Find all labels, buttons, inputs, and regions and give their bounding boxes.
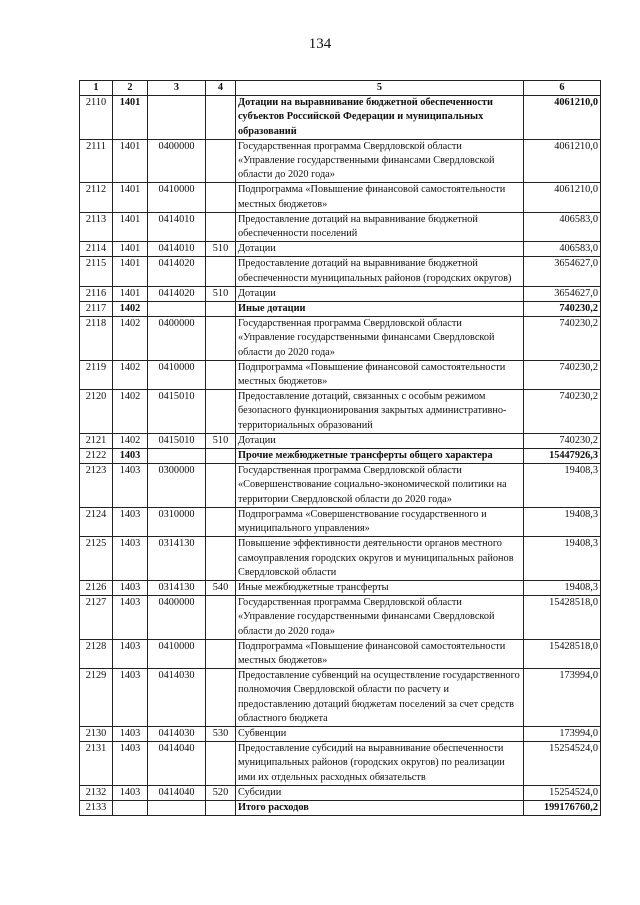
expense-type-cell bbox=[206, 464, 236, 508]
target-article-cell bbox=[148, 800, 206, 815]
table-row bbox=[80, 726, 601, 741]
row-number-cell: 2129 bbox=[80, 669, 113, 727]
section-code-cell: 1401 bbox=[113, 286, 148, 301]
target-article-cell bbox=[148, 302, 206, 317]
description-cell: Субвенции bbox=[236, 726, 524, 741]
row-number-cell: 2131 bbox=[80, 742, 113, 786]
target-article-cell: 0414020 bbox=[148, 286, 206, 301]
table-row bbox=[80, 507, 601, 536]
target-article-cell: 0410000 bbox=[148, 183, 206, 212]
table-row bbox=[80, 464, 601, 508]
description-cell: Повышение эффективности деятельности органов местного самоуправления городских округов и муниципальных районов Свердловской области bbox=[236, 537, 524, 581]
target-article-cell: 0414020 bbox=[148, 257, 206, 286]
target-article-cell: 0314130 bbox=[148, 580, 206, 595]
table-row bbox=[80, 580, 601, 595]
table-row bbox=[80, 302, 601, 317]
section-code-cell: 1401 bbox=[113, 242, 148, 257]
section-code-cell: 1401 bbox=[113, 139, 148, 183]
description-cell: Предоставление субвенций на осуществление государственного полномочия Свердловской области по расчету и предоставлению дотаций бюджетам поселений за счет средств областного бюджета bbox=[236, 669, 524, 727]
table-header-row bbox=[80, 81, 601, 96]
table-row bbox=[80, 317, 601, 361]
expense-type-cell bbox=[206, 139, 236, 183]
column-header: 6 bbox=[524, 81, 601, 96]
description-cell: Дотации bbox=[236, 433, 524, 448]
amount-cell: 3654627,0 bbox=[524, 286, 601, 301]
section-code-cell: 1403 bbox=[113, 726, 148, 741]
description-cell: Предоставление субсидий на выравнивание обеспеченности муниципальных районов (городских округов) по реализации ими их отдельных расходных обязательств bbox=[236, 742, 524, 786]
description-cell: Государственная программа Свердловской области «Управление государственными финансами Свердловской области до 2020 года» bbox=[236, 596, 524, 640]
description-cell: Подпрограмма «Повышение финансовой самостоятельности местных бюджетов» bbox=[236, 639, 524, 668]
expense-type-cell: 510 bbox=[206, 433, 236, 448]
section-code-cell: 1402 bbox=[113, 390, 148, 434]
row-number-cell: 2111 bbox=[80, 139, 113, 183]
expense-type-cell: 520 bbox=[206, 785, 236, 800]
expense-type-cell bbox=[206, 183, 236, 212]
section-code-cell: 1403 bbox=[113, 785, 148, 800]
amount-cell: 199176760,2 bbox=[524, 800, 601, 815]
row-number-cell: 2128 bbox=[80, 639, 113, 668]
target-article-cell: 0300000 bbox=[148, 464, 206, 508]
row-number-cell: 2125 bbox=[80, 537, 113, 581]
table-row bbox=[80, 742, 601, 786]
amount-cell: 406583,0 bbox=[524, 212, 601, 241]
column-header: 3 bbox=[148, 81, 206, 96]
row-number-cell: 2116 bbox=[80, 286, 113, 301]
expense-type-cell bbox=[206, 449, 236, 464]
row-number-cell: 2126 bbox=[80, 580, 113, 595]
expense-type-cell bbox=[206, 800, 236, 815]
table-row bbox=[80, 449, 601, 464]
amount-cell: 740230,2 bbox=[524, 390, 601, 434]
row-number-cell: 2112 bbox=[80, 183, 113, 212]
description-cell: Подпрограмма «Совершенствование государственного и муниципального управления» bbox=[236, 507, 524, 536]
amount-cell: 3654627,0 bbox=[524, 257, 601, 286]
target-article-cell: 0414010 bbox=[148, 212, 206, 241]
target-article-cell: 0415010 bbox=[148, 433, 206, 448]
amount-cell: 740230,2 bbox=[524, 317, 601, 361]
target-article-cell: 0400000 bbox=[148, 139, 206, 183]
description-cell: Субсидии bbox=[236, 785, 524, 800]
amount-cell: 406583,0 bbox=[524, 242, 601, 257]
expense-type-cell bbox=[206, 212, 236, 241]
description-cell: Государственная программа Свердловской области «Управление государственными финансами Свердловской области до 2020 года» bbox=[236, 139, 524, 183]
section-code-cell: 1402 bbox=[113, 302, 148, 317]
description-cell: Дотации на выравнивание бюджетной обеспеченности субъектов Российской Федерации и муниципальных образований bbox=[236, 96, 524, 140]
expense-type-cell bbox=[206, 257, 236, 286]
description-cell: Предоставление дотаций на выравнивание бюджетной обеспеченности муниципальных районов (городских округов) bbox=[236, 257, 524, 286]
expense-type-cell: 540 bbox=[206, 580, 236, 595]
amount-cell: 740230,2 bbox=[524, 302, 601, 317]
table-row bbox=[80, 596, 601, 640]
target-article-cell: 0400000 bbox=[148, 596, 206, 640]
section-code-cell: 1403 bbox=[113, 596, 148, 640]
table-row bbox=[80, 242, 601, 257]
row-number-cell: 2122 bbox=[80, 449, 113, 464]
section-code-cell: 1403 bbox=[113, 742, 148, 786]
description-cell: Итого расходов bbox=[236, 800, 524, 815]
row-number-cell: 2123 bbox=[80, 464, 113, 508]
expense-type-cell: 510 bbox=[206, 242, 236, 257]
expense-type-cell: 530 bbox=[206, 726, 236, 741]
section-code-cell: 1401 bbox=[113, 212, 148, 241]
section-code-cell: 1403 bbox=[113, 580, 148, 595]
target-article-cell: 0314130 bbox=[148, 537, 206, 581]
table-row bbox=[80, 139, 601, 183]
amount-cell: 4061210,0 bbox=[524, 96, 601, 140]
expense-type-cell bbox=[206, 507, 236, 536]
row-number-cell: 2119 bbox=[80, 360, 113, 389]
expense-type-cell bbox=[206, 390, 236, 434]
section-code-cell: 1401 bbox=[113, 183, 148, 212]
table-row bbox=[80, 669, 601, 727]
section-code-cell: 1403 bbox=[113, 669, 148, 727]
section-code-cell: 1401 bbox=[113, 96, 148, 140]
row-number-cell: 2121 bbox=[80, 433, 113, 448]
target-article-cell: 0410000 bbox=[148, 360, 206, 389]
description-cell: Подпрограмма «Повышение финансовой самостоятельности местных бюджетов» bbox=[236, 183, 524, 212]
column-header: 5 bbox=[236, 81, 524, 96]
expense-type-cell bbox=[206, 669, 236, 727]
section-code-cell: 1402 bbox=[113, 317, 148, 361]
row-number-cell: 2130 bbox=[80, 726, 113, 741]
target-article-cell: 0414040 bbox=[148, 742, 206, 786]
section-code-cell: 1401 bbox=[113, 257, 148, 286]
section-code-cell bbox=[113, 800, 148, 815]
budget-table bbox=[79, 80, 601, 816]
section-code-cell: 1403 bbox=[113, 464, 148, 508]
table-row bbox=[80, 800, 601, 815]
row-number-cell: 2117 bbox=[80, 302, 113, 317]
row-number-cell: 2115 bbox=[80, 257, 113, 286]
table-row bbox=[80, 183, 601, 212]
description-cell: Государственная программа Свердловской области «Совершенствование социально-экономической политики на территории Свердловской области до 2020 года» bbox=[236, 464, 524, 508]
description-cell: Подпрограмма «Повышение финансовой самостоятельности местных бюджетов» bbox=[236, 360, 524, 389]
target-article-cell: 0414030 bbox=[148, 726, 206, 741]
row-number-cell: 2127 bbox=[80, 596, 113, 640]
table-row bbox=[80, 96, 601, 140]
expense-type-cell bbox=[206, 96, 236, 140]
amount-cell: 19408,3 bbox=[524, 464, 601, 508]
table-row bbox=[80, 257, 601, 286]
target-article-cell bbox=[148, 96, 206, 140]
table-row bbox=[80, 537, 601, 581]
amount-cell: 15447926,3 bbox=[524, 449, 601, 464]
amount-cell: 15254524,0 bbox=[524, 785, 601, 800]
description-cell: Дотации bbox=[236, 286, 524, 301]
description-cell: Иные дотации bbox=[236, 302, 524, 317]
amount-cell: 15428518,0 bbox=[524, 639, 601, 668]
table-row bbox=[80, 286, 601, 301]
expense-type-cell bbox=[206, 742, 236, 786]
target-article-cell: 0414040 bbox=[148, 785, 206, 800]
description-cell: Прочие межбюджетные трансферты общего характера bbox=[236, 449, 524, 464]
table-row bbox=[80, 390, 601, 434]
row-number-cell: 2118 bbox=[80, 317, 113, 361]
amount-cell: 740230,2 bbox=[524, 433, 601, 448]
row-number-cell: 2110 bbox=[80, 96, 113, 140]
amount-cell: 173994,0 bbox=[524, 726, 601, 741]
section-code-cell: 1403 bbox=[113, 449, 148, 464]
section-code-cell: 1403 bbox=[113, 507, 148, 536]
amount-cell: 19408,3 bbox=[524, 580, 601, 595]
section-code-cell: 1402 bbox=[113, 433, 148, 448]
table-row bbox=[80, 639, 601, 668]
expense-type-cell bbox=[206, 596, 236, 640]
expense-type-cell bbox=[206, 537, 236, 581]
expense-type-cell bbox=[206, 302, 236, 317]
expense-type-cell bbox=[206, 317, 236, 361]
section-code-cell: 1402 bbox=[113, 360, 148, 389]
column-header: 2 bbox=[113, 81, 148, 96]
column-header: 4 bbox=[206, 81, 236, 96]
row-number-cell: 2132 bbox=[80, 785, 113, 800]
target-article-cell: 0414030 bbox=[148, 669, 206, 727]
table-row bbox=[80, 433, 601, 448]
table-row bbox=[80, 785, 601, 800]
amount-cell: 740230,2 bbox=[524, 360, 601, 389]
amount-cell: 15428518,0 bbox=[524, 596, 601, 640]
section-code-cell: 1403 bbox=[113, 537, 148, 581]
target-article-cell: 0414010 bbox=[148, 242, 206, 257]
page-number: 134 bbox=[308, 36, 332, 52]
amount-cell: 4061210,0 bbox=[524, 139, 601, 183]
expense-type-cell: 510 bbox=[206, 286, 236, 301]
amount-cell: 19408,3 bbox=[524, 507, 601, 536]
target-article-cell: 0415010 bbox=[148, 390, 206, 434]
expense-type-cell bbox=[206, 639, 236, 668]
description-cell: Государственная программа Свердловской области «Управление государственными финансами Свердловской области до 2020 года» bbox=[236, 317, 524, 361]
description-cell: Предоставление дотаций, связанных с особым режимом безопасного функционирования закрытых административно-территориальных образований bbox=[236, 390, 524, 434]
target-article-cell bbox=[148, 449, 206, 464]
table-row bbox=[80, 212, 601, 241]
amount-cell: 173994,0 bbox=[524, 669, 601, 727]
amount-cell: 4061210,0 bbox=[524, 183, 601, 212]
description-cell: Дотации bbox=[236, 242, 524, 257]
column-header: 1 bbox=[80, 81, 113, 96]
amount-cell: 19408,3 bbox=[524, 537, 601, 581]
target-article-cell: 0310000 bbox=[148, 507, 206, 536]
amount-cell: 15254524,0 bbox=[524, 742, 601, 786]
description-cell: Иные межбюджетные трансферты bbox=[236, 580, 524, 595]
table-row bbox=[80, 360, 601, 389]
target-article-cell: 0400000 bbox=[148, 317, 206, 361]
row-number-cell: 2114 bbox=[80, 242, 113, 257]
row-number-cell: 2133 bbox=[80, 800, 113, 815]
target-article-cell: 0410000 bbox=[148, 639, 206, 668]
row-number-cell: 2124 bbox=[80, 507, 113, 536]
row-number-cell: 2120 bbox=[80, 390, 113, 434]
row-number-cell: 2113 bbox=[80, 212, 113, 241]
section-code-cell: 1403 bbox=[113, 639, 148, 668]
description-cell: Предоставление дотаций на выравнивание бюджетной обеспеченности поселений bbox=[236, 212, 524, 241]
expense-type-cell bbox=[206, 360, 236, 389]
